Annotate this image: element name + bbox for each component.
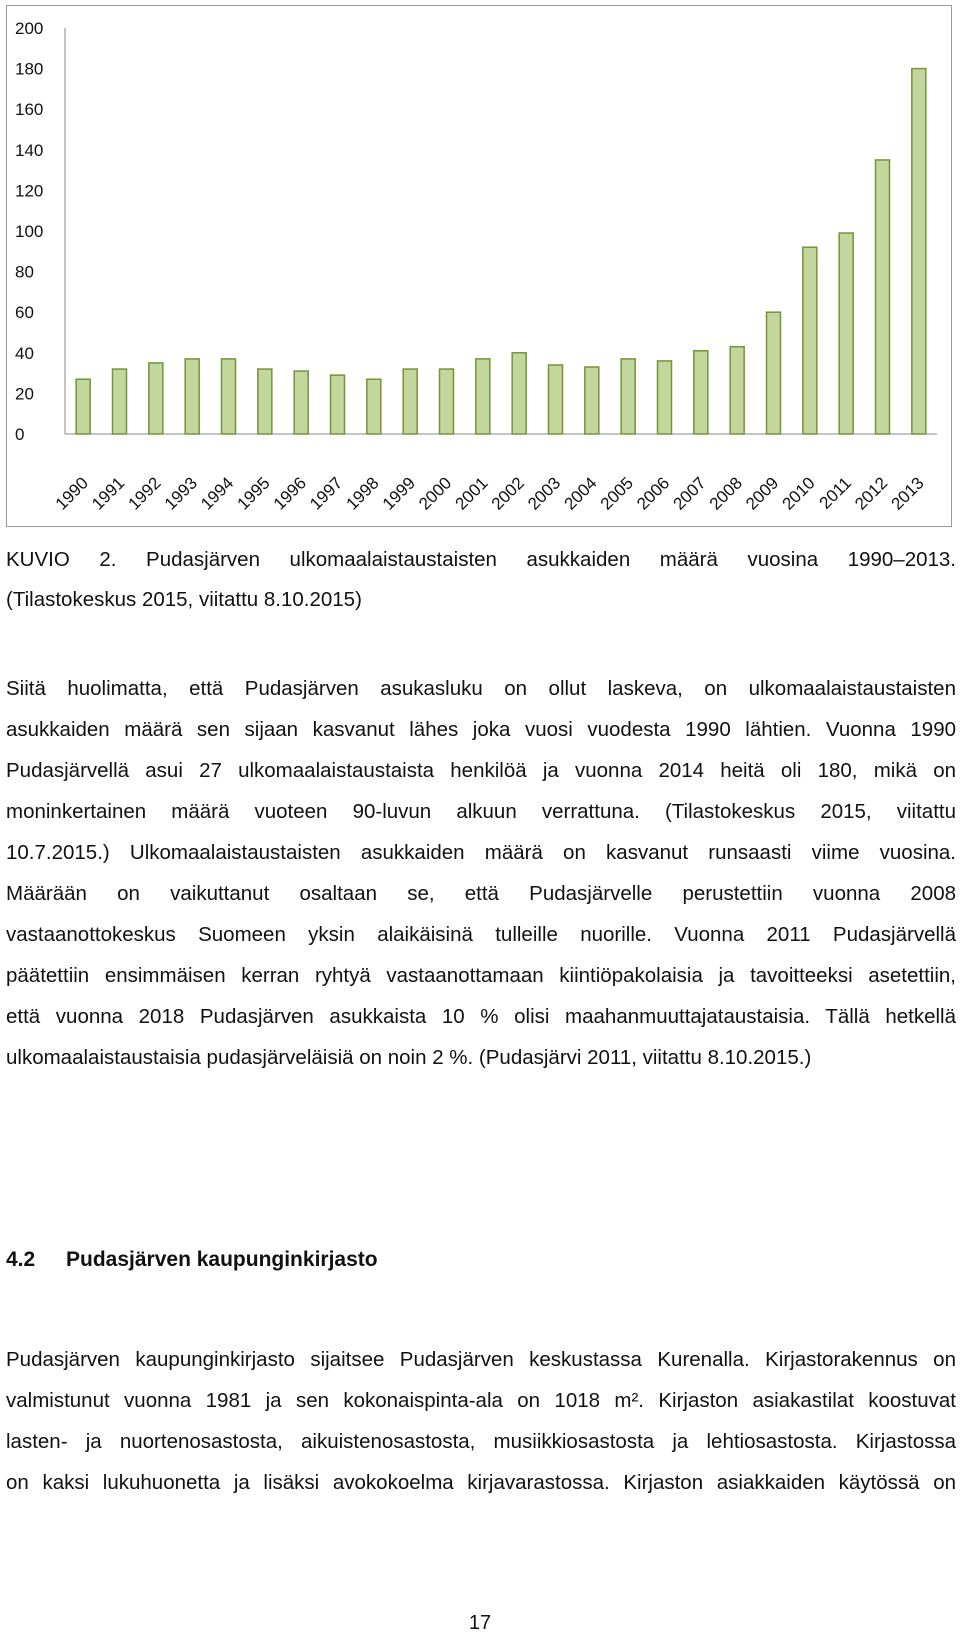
bar-1993	[185, 359, 199, 434]
y-tick-label: 120	[15, 181, 44, 201]
text-line: valmistunut vuonna 1981 ja sen kokonaispinta-ala on 1018 m². Kirjaston asiakastilat koostuvat	[6, 1389, 956, 1412]
text-line: Siitä huolimatta, että Pudasjärven asukasluku on ollut laskeva, on ulkomaalaistaustaisten	[6, 677, 956, 700]
x-tick-label: 1994	[197, 473, 238, 514]
x-tick-label: 2013	[887, 473, 928, 514]
x-tick-label: 2002	[487, 473, 528, 514]
bar-1999	[403, 369, 417, 434]
y-tick-label: 40	[15, 343, 34, 363]
text-line: on kaksi lukuhuonetta ja lisäksi avokokoelma kirjavarastossa. Kirjaston asiakkaiden käytössä on	[6, 1471, 956, 1494]
y-tick-label: 200	[15, 19, 44, 38]
bar-2003	[549, 365, 563, 434]
text-line: lasten- ja nuortenosastosta, aikuistenosastosta, musiikkiosastosta ja lehtiosastosta. Kirjastossa	[6, 1430, 956, 1453]
x-tick-label: 1992	[124, 473, 165, 514]
bar-2011	[839, 233, 853, 434]
paragraph-ulkomaalaistaustaiset	[6, 668, 956, 1078]
x-tick-label: 2000	[415, 473, 456, 514]
y-tick-label: 20	[15, 384, 34, 404]
bar-1994	[222, 359, 236, 434]
y-tick-label: 180	[15, 59, 44, 79]
text-line: että vuonna 2018 Pudasjärven asukkaista 10 % olisi maahanmuuttajataustaisia. Tällä hetkellä	[6, 1005, 956, 1028]
x-tick-label: 1995	[233, 473, 274, 514]
bar-2001	[476, 359, 490, 434]
bar-1995	[258, 369, 272, 434]
bar-1998	[367, 379, 381, 434]
bar-2008	[730, 347, 744, 434]
bar-2002	[512, 353, 526, 434]
y-tick-label: 100	[15, 222, 44, 241]
bar-2007	[694, 351, 708, 434]
y-tick-label: 60	[15, 303, 34, 323]
y-tick-label: 0	[15, 425, 25, 444]
x-tick-label: 1991	[88, 473, 129, 514]
text-line: Pudasjärvellä asui 27 ulkomaalaistaustaista henkilöä ja vuonna 2014 heitä oli 180, mikä on	[6, 759, 956, 782]
text-line: 10.7.2015.) Ulkomaalaistaustaisten asukkaiden määrä on kasvanut runsaasti viime vuosina.	[6, 841, 956, 864]
y-tick-label: 140	[15, 140, 44, 160]
text-line: Määrään on vaikuttanut osaltaan se, että Pudasjärvelle perustettiin vuonna 2008	[6, 882, 956, 905]
x-tick-label: 2004	[560, 473, 601, 514]
x-tick-label: 2009	[742, 473, 783, 514]
bar-1992	[149, 363, 163, 434]
bar-2000	[440, 369, 454, 434]
x-tick-label: 1996	[269, 473, 310, 514]
x-tick-label: 2011	[815, 473, 855, 513]
x-tick-label: 2006	[633, 473, 674, 514]
bar-1997	[331, 375, 345, 434]
text-line: moninkertainen määrä vuoteen 90-luvun alkuun verrattuna. (Tilastokeskus 2015, viitattu	[6, 800, 956, 823]
x-tick-label: 2005	[596, 473, 637, 514]
x-tick-label: 1999	[378, 473, 419, 514]
text-line: päätettiin ensimmäisen kerran ryhtyä vastaanottamaan kiintiöpakolaisia ja tavoitteeksi asetettiin,	[6, 964, 956, 987]
page-number: 17	[468, 1612, 492, 1634]
bar-2005	[621, 359, 635, 434]
section-heading	[6, 1248, 956, 1272]
section-number: 4.2	[6, 1248, 36, 1271]
x-tick-label: 2012	[851, 473, 892, 514]
x-tick-label: 1993	[160, 473, 201, 514]
bar-2006	[658, 361, 672, 434]
paragraph-kirjasto	[6, 1339, 956, 1503]
y-tick-label: 80	[15, 262, 34, 282]
bar-2010	[803, 247, 817, 434]
x-tick-label: 1997	[306, 473, 347, 514]
text-line: asukkaiden määrä sen sijaan kasvanut lähes joka vuosi vuodesta 1990 lähtien. Vuonna 1990	[6, 718, 956, 741]
x-tick-label: 2007	[669, 473, 710, 514]
bar-chart	[7, 6, 953, 528]
section-title: Pudasjärven kaupunginkirjasto	[66, 1248, 378, 1271]
x-tick-label: 1990	[51, 473, 92, 514]
text-line: ulkomaalaistaustaisia pudasjärveläisiä on noin 2 %. (Pudasjärvi 2011, viitattu 8.10.2015.)	[6, 1046, 812, 1069]
x-tick-label: 2001	[451, 473, 492, 514]
y-tick-label: 160	[15, 100, 44, 120]
caption-line: (Tilastokeskus 2015, viitattu 8.10.2015)	[6, 588, 362, 611]
bar-1991	[113, 369, 127, 434]
x-tick-label: 2010	[778, 473, 819, 514]
x-tick-label: 2008	[705, 473, 746, 514]
chart-frame	[6, 5, 952, 527]
x-tick-label: 2003	[524, 473, 565, 514]
bar-2009	[767, 312, 781, 434]
x-tick-label: 1998	[342, 473, 383, 514]
bar-2004	[585, 367, 599, 434]
text-line: vastaanottokeskus Suomeen yksin alaikäisinä tulleille nuorille. Vuonna 2011 Pudasjärvellä	[6, 923, 956, 946]
figure-caption	[6, 540, 956, 620]
caption-line: KUVIO 2. Pudasjärven ulkomaalaistaustaisten asukkaiden määrä vuosina 1990–2013.	[6, 548, 956, 571]
bar-1996	[294, 371, 308, 434]
bar-2013	[912, 69, 926, 434]
bar-2012	[876, 160, 890, 434]
text-line: Pudasjärven kaupunginkirjasto sijaitsee Pudasjärven keskustassa Kurenalla. Kirjastorakennus on	[6, 1348, 956, 1371]
bar-1990	[76, 379, 90, 434]
